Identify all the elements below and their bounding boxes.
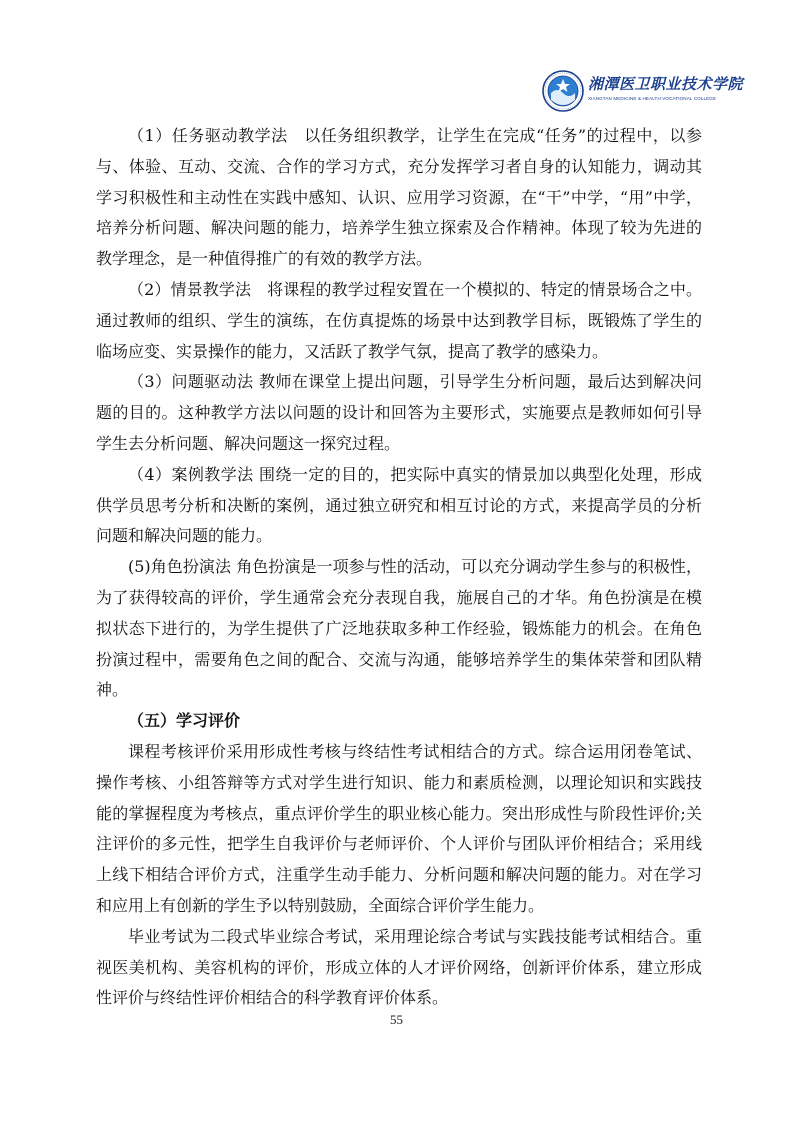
logo-chinese-name: 湘潭医卫职业技术学院 (588, 75, 744, 93)
page-body (96, 121, 702, 1014)
paragraph-course-assessment: 课程考核评价采用形成性考核与终结性考试相结合的方式。综合运用闭卷笔试、操作考核、小组答辩等方式对学生进行知识、能力和素质检测，以理论知识和实践技能的掌握程度为考核点，重点评价学生的职业核心能力。突出形成性与阶段性评价;关注评价的多元性，把学生自我评价与老师评价、个人评价与团队评价相结合；采用线上线下相结合评价方式，注重学生动手能力、分析问题和解决问题的能力。对在学习和应用上有创新的学生予以特别鼓励，全面综合评价学生能力。 (96, 741, 702, 915)
college-logo (542, 70, 744, 114)
section-heading-learning-evaluation: （五）学习评价 (128, 711, 241, 731)
college-emblem-icon (542, 70, 584, 112)
paragraph-graduation-exam: 毕业考试为二段式毕业综合考试，采用理论综合考试与实践技能考试相结合。重视医美机构、美容机构的评价，形成立体的人才评价网络，创新评价体系，建立形成性评价与终结性评价相结合的科学教育评价体系。 (96, 926, 702, 1008)
logo-english-name: XIANGTAN MEDICINE & HEALTH VOCATIONAL COLLEGE (588, 96, 717, 101)
paragraph-case-teaching: （4）案例教学法 围绕一定的目的，把实际中真实的情景加以典型化处理，形成供学员思考分析和决断的案例，通过独立研究和相互讨论的方式，来提高学员的分析问题和解决问题的能力。 (96, 464, 702, 546)
paragraph-role-play: (5)角色扮演法 角色扮演是一项参与性的活动，可以充分调动学生参与的积极性，为了获得较高的评价，学生通常会充分表现自我，施展自己的才华。角色扮演是在模拟状态下进行的，为学生提供了广泛地获取多种工作经验，锻炼能力的机会。在角色扮演过程中，需要角色之间的配合、交流与沟通，能够培养学生的集体荣誉和团队精神。 (96, 557, 702, 700)
paragraph-task-driven: （1）任务驱动教学法 以任务组织教学，让学生在完成“任务”的过程中，以参与、体验、互动、交流、合作的学习方式，充分发挥学习者自身的认知能力，调动其学习积极性和主动性在实践中感知、认识、应用学习资源，在“干”中学，“用”中学，培养分析问题、解决问题的能力，培养学生独立探索及合作精神。体现了较为先进的教学理念，是一种值得推广的有效的教学方法。 (96, 126, 702, 269)
paragraph-problem-driven: （3）问题驱动法 教师在课堂上提出问题，引导学生分析问题，最后达到解决问题的目的。这种教学方法以问题的设计和回答为主要形式，实施要点是教师如何引导学生去分析问题、解决问题这一探究过程。 (96, 372, 702, 453)
paragraph-scenario-teaching: （2）情景教学法 将课程的教学过程安置在一个模拟的、特定的情景场合之中。通过教师的组织、学生的演练，在仿真提炼的场景中达到教学目标，既锻炼了学生的临场应变、实景操作的能力，又活跃了教学气氛，提高了教学的感染力。 (96, 279, 702, 361)
page-number: 55 (390, 1012, 403, 1027)
